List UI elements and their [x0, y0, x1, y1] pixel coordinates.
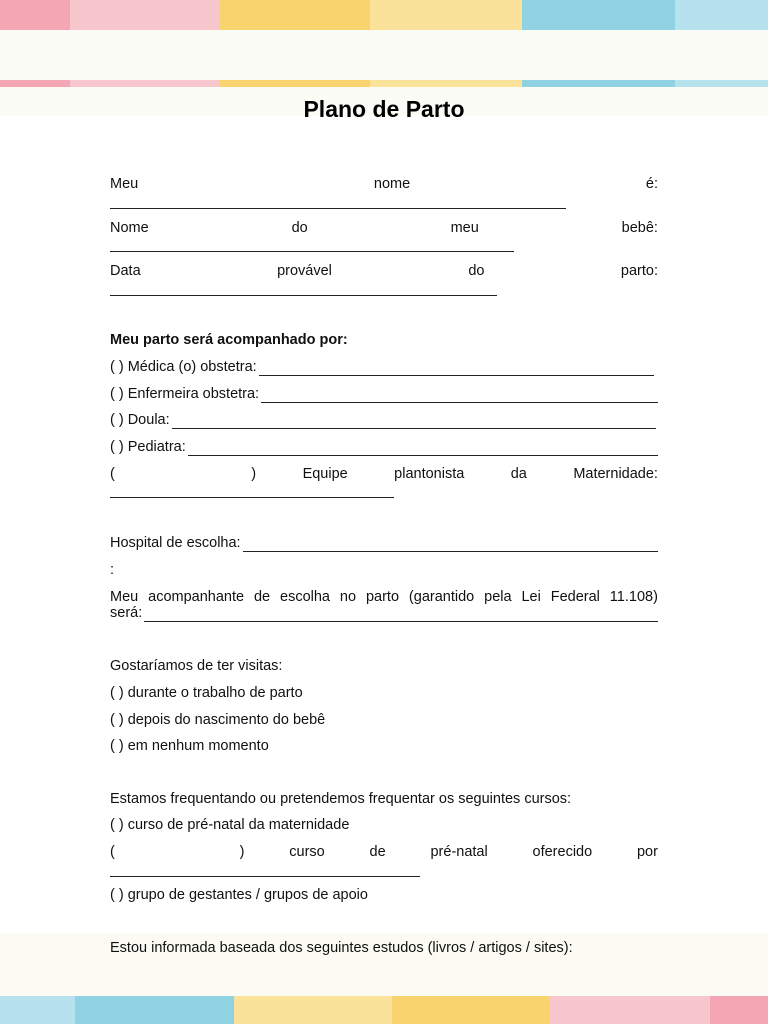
visits-heading: Gostaríamos de ter visitas:: [110, 658, 283, 674]
partner-field[interactable]: será:: [110, 605, 658, 622]
course-offered-option[interactable]: ( ) curso de pré-natal oferecido por: [110, 844, 658, 860]
baby-name-field-label: Nome do meu bebê:: [110, 220, 658, 236]
stripe-segment: [522, 80, 675, 87]
stripe-segment: [392, 996, 550, 1024]
stripe-segment: [675, 80, 768, 87]
stripe-segment: [75, 996, 234, 1024]
hospital-choice-field[interactable]: Hospital de escolha:: [110, 535, 658, 552]
partner-label-line1: Meu acompanhante de escolha no parto (garantido pela Lei Federal 11.108): [110, 589, 658, 605]
course-offered-blank-line[interactable]: [110, 876, 420, 877]
name-blank-line[interactable]: [110, 208, 566, 209]
bottom-color-stripe: [0, 996, 768, 1024]
stripe-segment: [0, 996, 75, 1024]
due-date-field-label: Data provável do parto:: [110, 263, 658, 279]
visits-option-none[interactable]: ( ) em nenhum momento: [110, 738, 269, 754]
stripe-segment: [70, 80, 220, 87]
pediatrician-option[interactable]: ( ) Pediatra:: [110, 439, 658, 456]
doula-option[interactable]: ( ) Doula:: [110, 412, 656, 429]
top-color-stripe: [0, 0, 768, 30]
stripe-segment: [0, 0, 70, 30]
companion-heading: Meu parto será acompanhado por:: [110, 332, 348, 348]
hospital-colon: :: [110, 562, 115, 578]
hospital-team-option[interactable]: ( ) Equipe plantonista da Maternidade:: [110, 466, 658, 482]
stripe-segment: [234, 996, 392, 1024]
doctor-option[interactable]: ( ) Médica (o) obstetra:: [110, 359, 654, 376]
stripe-segment: [370, 80, 522, 87]
stripe-segment: [370, 0, 522, 30]
studies-label: Estou informada baseada dos seguintes estudos (livros / artigos / sites):: [110, 940, 573, 956]
stripe-segment: [70, 0, 220, 30]
top-thin-stripe: [0, 80, 768, 87]
stripe-segment: [522, 0, 675, 30]
name-field-label: Meu nome é:: [110, 176, 658, 192]
stripe-segment: [220, 80, 370, 87]
stripe-segment: [0, 80, 70, 87]
hospital-team-blank-line[interactable]: [110, 497, 394, 498]
stripe-segment: [550, 996, 710, 1024]
stripe-segment: [710, 996, 768, 1024]
page-title: Plano de Parto: [303, 96, 465, 122]
course-groups-option[interactable]: ( ) grupo de gestantes / grupos de apoio: [110, 887, 368, 903]
due-date-blank-line[interactable]: [110, 295, 497, 296]
courses-heading: Estamos frequentando ou pretendemos frequentar os seguintes cursos:: [110, 791, 572, 807]
baby-name-blank-line[interactable]: [110, 251, 514, 252]
nurse-option[interactable]: ( ) Enfermeira obstetra:: [110, 386, 658, 403]
visits-option-labor[interactable]: ( ) durante o trabalho de parto: [110, 685, 303, 701]
visits-option-after-birth[interactable]: ( ) depois do nascimento do bebê: [110, 712, 326, 728]
course-maternity-option[interactable]: ( ) curso de pré-natal da maternidade: [110, 817, 350, 833]
stripe-segment: [675, 0, 768, 30]
stripe-segment: [220, 0, 370, 30]
